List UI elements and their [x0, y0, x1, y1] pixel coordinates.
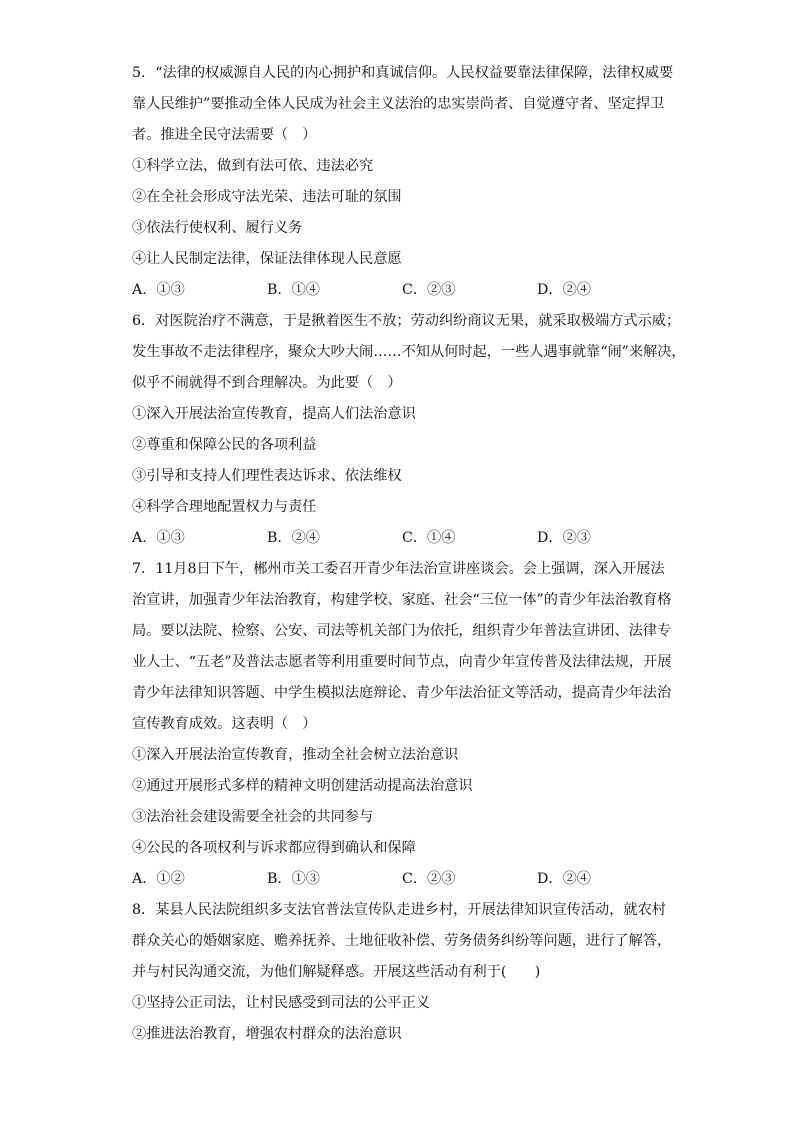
option-statement: ①深入开展法治宣传教育，推动全社会树立法治意识: [132, 747, 459, 763]
question-8: [132, 895, 672, 1050]
question-stem-line: 并与村民沟通交流，为他们解疑释惑。开展这些活动有利于( ): [132, 964, 541, 980]
option-statement: ②尊重和保障公民的各项利益: [132, 437, 317, 453]
question-stem-line: 似乎不闹就得不到合理解决。为此要（ ）: [132, 375, 402, 391]
choice-a: A．①②: [132, 871, 185, 887]
question-7: [132, 554, 672, 895]
answer-choices: [132, 275, 672, 306]
answer-choices: [132, 864, 672, 895]
choice-d: D．②④: [537, 282, 591, 298]
question-stem-line: 8．某县人民法院组织多支法官普法宣传队走进乡村，开展法律知识宣传活动，就农村: [132, 902, 666, 918]
option-statement: ④科学合理地配置权力与责任: [132, 499, 317, 515]
choice-c: C．①④: [402, 530, 456, 546]
question-stem-line: 青少年法律知识答题、中学生模拟法庭辩论、青少年法治征文等活动，提高青少年法治: [132, 685, 672, 701]
option-statement: ②通过开展形式多样的精神文明创建活动提高法治意识: [132, 778, 473, 794]
question-stem-line: 者。推进全民守法需要（ ）: [132, 127, 317, 143]
choice-c: C．②③: [402, 282, 456, 298]
question-stem-line: 群众关心的婚姻家庭、赡养抚养、土地征收补偿、劳务债务纠纷等问题，进行了解答，: [132, 933, 672, 949]
choice-b: B．①③: [267, 871, 320, 887]
choice-d: D．②③: [537, 530, 591, 546]
option-statement: ②在全社会形成守法光荣、违法可耻的氛围: [132, 189, 402, 205]
question-stem-line: 治宣讲，加强青少年法治教育，构建学校、家庭、社会“三位一体”的青少年法治教育格: [132, 592, 672, 608]
option-statement: ④让人民制定法律，保证法律体现人民意愿: [132, 251, 402, 267]
choice-b: B．①④: [267, 282, 320, 298]
question-stem-line: 局。要以法院、检察、公安、司法等机关部门为依托，组织青少年普法宣讲团、法律专: [132, 623, 672, 639]
answer-choices: [132, 523, 672, 554]
choice-c: C．②③: [402, 871, 456, 887]
option-statement: ③依法行使权利、履行义务: [132, 220, 303, 236]
question-stem-line: 5．“法律的权威源自人民的内心拥护和真诚信仰。人民权益要靠法律保障，法律权威要: [132, 65, 674, 81]
option-statement: ①深入开展法治宣传教育，提高人们法治意识: [132, 406, 416, 422]
choice-a: A．①③: [132, 530, 185, 546]
option-statement: ④公民的各项权利与诉求都应得到确认和保障: [132, 840, 416, 856]
question-stem-line: 6．对医院治疗不满意，于是揪着医生不放；劳动纠纷商议无果，就采取极端方式示威；: [132, 313, 681, 329]
option-statement: ③法治社会建设需要全社会的共同参与: [132, 809, 374, 825]
question-stem-line: 业人士、“五老”及普法志愿者等利用重要时间节点，向青少年宣传普及法律法规，开展: [132, 654, 672, 670]
choice-d: D．②④: [537, 871, 591, 887]
question-list: [132, 58, 686, 1050]
choice-a: A．①③: [132, 282, 185, 298]
question-stem-line: 靠人民维护”要推动全体人民成为社会主义法治的忠实崇尚者、自觉遵守者、坚定捍卫: [132, 96, 665, 112]
question-stem-line: 宣传教育成效。这表明（ ）: [132, 716, 317, 732]
question-stem-line: 发生事故不走法律程序，聚众大吵大闹……不知从何时起，一些人遇事就靠“闹”来解决，: [132, 344, 686, 360]
question-stem-line: 7．11月8日下午，郴州市关工委召开青少年法治宣讲座谈会。会上强调，深入开展法: [132, 561, 665, 577]
option-statement: ①科学立法，做到有法可依、违法必究: [132, 158, 374, 174]
question-5: [132, 58, 672, 306]
option-statement: ②推进法治教育，增强农村群众的法治意识: [132, 1026, 402, 1042]
option-statement: ③引导和支持人们理性表达诉求、依法维权: [132, 468, 402, 484]
option-statement: ①坚持公正司法，让村民感受到司法的公平正义: [132, 995, 430, 1011]
choice-b: B．②④: [267, 530, 320, 546]
question-6: [132, 306, 686, 554]
